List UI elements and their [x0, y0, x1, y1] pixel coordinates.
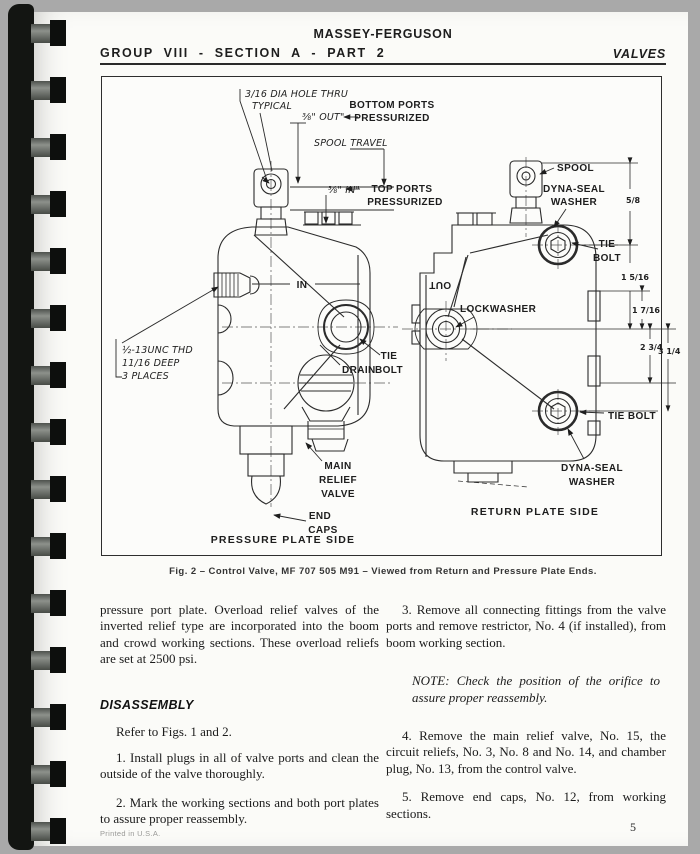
- main-relief-label-2: RELIEF: [319, 475, 357, 486]
- step-5: 5. Remove end caps, No. 12, from working sections.: [386, 789, 666, 821]
- left-valve-body: [214, 161, 398, 507]
- figure-2-drawing: [101, 76, 681, 556]
- hole-note-label: 3/16 DIA HOLE THRU: [245, 89, 349, 100]
- end-caps-label: END: [308, 511, 332, 522]
- in-travel-dim-label: ⅜" IN": [328, 185, 361, 196]
- dim-1-5-16: 1 5/16: [621, 273, 649, 282]
- drain-label: DRAIN: [342, 365, 376, 376]
- lockwasher-label: LOCKWASHER: [460, 304, 537, 315]
- manual-brand-title: MASSEY-FERGUSON: [313, 27, 453, 41]
- bottom-ports-label-2: PRESSURIZED: [354, 113, 430, 124]
- header-rule: [100, 63, 666, 65]
- thread-note-label-2: 11/16 DEEP: [122, 358, 180, 369]
- in-port-label: IN: [296, 280, 308, 291]
- dim-2-3-4: 2 3/4: [640, 343, 663, 352]
- control-valve-diagram: [102, 77, 681, 554]
- step-4: 4. Remove the main relief valve, No. 15, the circuit reliefs, No. 3, No. 8 and No. 14, and chamber plug, No. 13, from the control valve.: [386, 728, 666, 776]
- dim-3-1-4: 3 1/4: [658, 347, 681, 356]
- spool-travel-label: SPOOL TRAVEL: [314, 138, 388, 149]
- hole-note-label-2: TYPICAL: [252, 101, 292, 112]
- tie-bolt-left-label: TIE: [380, 351, 398, 362]
- section-title: GROUP VIII - SECTION A - PART 2: [100, 46, 386, 60]
- tie-bolt-upper-label-2: BOLT: [592, 253, 622, 264]
- diagram-labels: [122, 89, 681, 546]
- main-relief-label-3: VALVE: [321, 489, 355, 500]
- note-block: NOTE: Check the position of the orifice to assure proper reassembly.: [412, 673, 660, 705]
- body-column-left: [100, 602, 379, 840]
- dim-5-8: 5/8: [626, 196, 641, 205]
- main-relief-label: MAIN: [324, 461, 352, 472]
- dyna-seal-lower-label-2: WASHER: [568, 477, 616, 488]
- disassembly-heading: DISASSEMBLY: [100, 697, 194, 712]
- page-number: 5: [630, 820, 636, 834]
- figure-caption: Fig. 2 – Control Valve, MF 707 505 M91 – Viewed from Return and Pressure Plate Ends.: [169, 566, 597, 577]
- tie-bolt-lower-label: TIE BOLT: [608, 411, 657, 422]
- dyna-seal-upper-label: DYNA-SEAL: [543, 184, 605, 195]
- tie-bolt-left-label-2: BOLT: [374, 365, 404, 376]
- out-port-label: OUT: [428, 279, 452, 290]
- body-column-right: [386, 602, 666, 834]
- return-plate-side-label: RETURN PLATE SIDE: [470, 506, 600, 518]
- dyna-seal-upper-label-2: WASHER: [550, 197, 598, 208]
- top-ports-label-2: PRESSURIZED: [367, 197, 443, 208]
- top-ports-label: TOP PORTS: [371, 184, 433, 195]
- step-1: 1. Install plugs in all of valve ports and clean the outside of the valve thoroughly.: [100, 750, 379, 782]
- out-travel-dim-label: ⅜" OUT": [302, 112, 345, 123]
- dim-1-7-16: 1 7/16: [632, 306, 660, 315]
- chapter-label: VALVES: [612, 47, 666, 61]
- end-caps-label-2: CAPS: [308, 525, 338, 536]
- tie-bolt-upper-label: TIE: [598, 239, 616, 250]
- step-2: 2. Mark the working sections and both port plates to assure proper reassembly.: [100, 794, 379, 827]
- printed-in-usa: Printed in U.S.A.: [100, 829, 161, 838]
- comb-binding-teeth-tips: [50, 20, 66, 846]
- dyna-seal-lower-label: DYNA-SEAL: [561, 463, 623, 474]
- pressure-plate-side-label: PRESSURE PLATE SIDE: [210, 534, 356, 546]
- thread-note-label-3: 3 PLACES: [122, 371, 169, 382]
- paragraph-overload-reliefs: pressure port plate. Overload relief valves of the inverted relief type are incorporated into the boom and crowd working sections. These overload reliefs are set at 2500 psi.: [100, 602, 379, 667]
- thread-note-label: ½-13UNC THD: [122, 345, 193, 356]
- bottom-ports-label: BOTTOM PORTS: [349, 100, 435, 111]
- step-3: 3. Remove all connecting fittings from the valve ports and remove restrictor, No. 4 (if installed), from boom working section.: [386, 602, 666, 650]
- spool-label: SPOOL: [557, 163, 595, 174]
- refer-line: Refer to Figs. 1 and 2.: [116, 723, 232, 739]
